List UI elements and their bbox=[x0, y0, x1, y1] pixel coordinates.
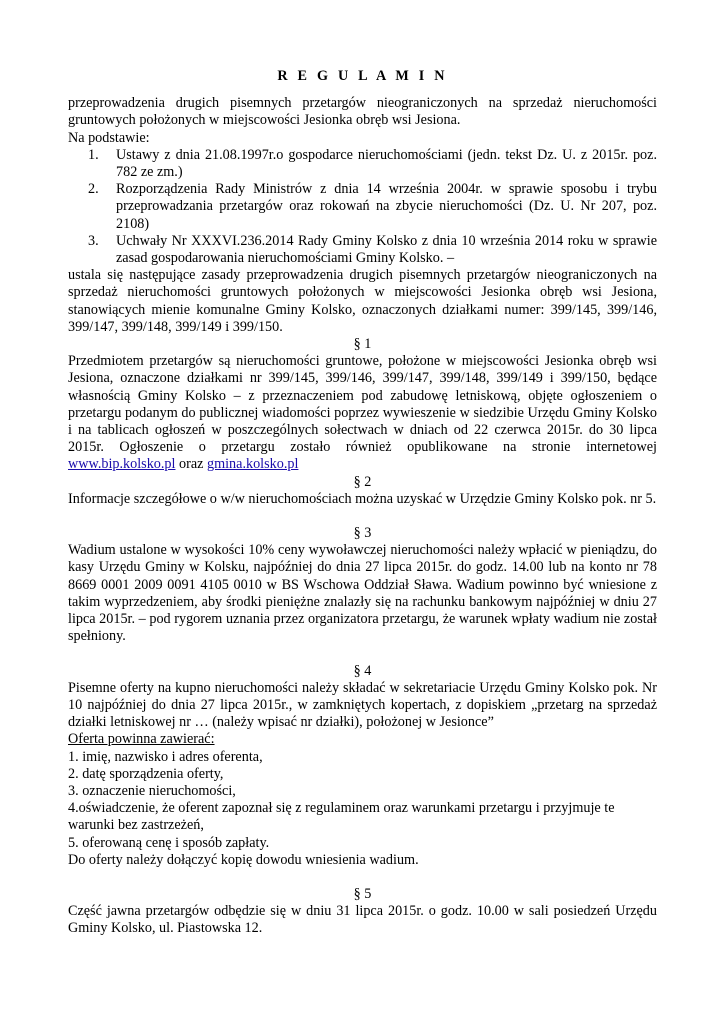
section-3-text: Wadium ustalone w wysokości 10% ceny wywoławczej nieruchomości należy wpłacić w pieniądzu, do kasy Urzędu Gminy w Kolsku, najpóźniej do dnia 27 lipca 2015r. do godz. 14.00 lub na konto nr 78 8669 0001 2009 0091 4105 0010 w BS Wschowa Oddział Sława. Wadium powinno być wniesione z takim wyprzedzeniem, aby środki pieniężne znalazły się na rachunku bankowym najpóźniej w dniu 27 lipca 2015r. – pod rygorem uznania przez organizatora przetargu, że warunek wpłaty wadium nie został spełniony. bbox=[68, 542, 657, 645]
spacer bbox=[68, 869, 657, 886]
legal-basis-text: Rozporządzenia Rady Ministrów z dnia 14 września 2004r. w sprawie sposobu i trybu przeprowadzania przetargów oraz rokowań na zbycie nieruchomości (Dz. U. Nr 207, poz. 2108) bbox=[116, 181, 657, 232]
bip-link[interactable]: www.bip.kolsko.pl bbox=[68, 456, 176, 473]
section-1-heading: § 1 bbox=[353, 336, 372, 353]
legal-basis-item bbox=[88, 181, 657, 233]
legal-basis-text: Ustawy z dnia 21.08.1997r.o gospodarce nieruchomościami (jedn. tekst Dz. U. z 2015r. poz. 782 ze zm.) bbox=[116, 146, 657, 181]
document-title: R E G U L A M I N bbox=[277, 68, 448, 84]
section-2-heading: § 2 bbox=[353, 473, 372, 490]
section-4-text: Pisemne oferty na kupno nieruchomości należy składać w sekretariacie Urzędu Gminy Kolsko pok. Nr 10 najpóźniej do dnia 27 lipca 2015r., w zamkniętych kopertach, z dopiskiem „przetarg na sprzedaż działki letniskowej nr … (należy wpisać nr działki), położonej w Jesionce” bbox=[68, 679, 657, 731]
document-page bbox=[68, 68, 657, 938]
offer-item: 3. oznaczenie nieruchomości, bbox=[68, 782, 236, 799]
legal-basis-number: 3. bbox=[88, 232, 99, 249]
section-5-text: Część jawna przetargów odbędzie się w dniu 31 lipca 2015r. o godz. 10.00 w sali posiedzeń Urzędu Gminy Kolsko, ul. Piastowska 12. bbox=[68, 903, 657, 937]
legal-basis-number: 1. bbox=[88, 146, 99, 163]
legal-basis-text: Uchwały Nr XXXVI.236.2014 Rady Gminy Kolsko z dnia 10 września 2014 roku w sprawie zasad gospodarowania nieruchomościami Gminy Kolsko. – bbox=[116, 232, 657, 267]
section-3-heading: § 3 bbox=[353, 525, 372, 542]
offer-item: 5. oferowaną cenę i sposób zapłaty. bbox=[68, 834, 270, 851]
section-1-body: Przedmiotem przetargów są nieruchomości gruntowe, położone w miejscowości Jesionka obręb wsi Jesiona, oznaczone działkami nr 399/145, 399/146, 399/147, 399/148, 399/149 i 399/150, będące własnością Gminy Kolsko – z przeznaczeniem pod zabudowę letniskową, objęte ogłoszeniem o przetargu podanym do publicznej wiadomości poprzez wywieszenie w siedzibie Urzędu Gminy Kolsko i na tablicach ogłoszeń w poszczególnych sołectwach w dniach od 22 czerwca 2015r. do 30 lipca 2015r. Ogłoszenie o przetargu zostało również opublikowane na stronie internetowej bbox=[68, 353, 657, 456]
legal-basis-number: 2. bbox=[88, 181, 99, 198]
spacer bbox=[68, 508, 657, 525]
section-2-text: Informacje szczegółowe o w/w nieruchomościach można uzyskać w Urzędzie Gminy Kolsko pok. nr 5. bbox=[68, 490, 657, 507]
link-conjunction: oraz bbox=[179, 456, 204, 473]
offer-item: 1. imię, nazwisko i adres oferenta, bbox=[68, 748, 263, 765]
establishes-paragraph: ustala się następujące zasady przeprowadzenia drugich pisemnych przetargów nieograniczonych na sprzedaż nieruchomości gruntowych położonych w miejscowości Jesionka obręb wsi Jesiona, stanowiących mienie komunalne Gminy Kolsko, oznaczonych działkami numer: 399/145, 399/146, 399/147, 399/148, 399/149 i 399/150. bbox=[68, 267, 657, 335]
section-4-heading: § 4 bbox=[353, 662, 372, 679]
section-5-heading: § 5 bbox=[353, 885, 372, 902]
legal-basis-item bbox=[88, 232, 657, 267]
legal-basis-item bbox=[88, 146, 657, 181]
legal-basis-list bbox=[68, 147, 657, 267]
basis-label: Na podstawie: bbox=[68, 129, 150, 146]
offer-item: 4.oświadczenie, że oferent zapoznał się z regulaminem oraz warunkami przetargu i przyjmuje te warunki bez zastrzeżeń, bbox=[68, 800, 615, 834]
gmina-link[interactable]: gmina.kolsko.pl bbox=[206, 456, 299, 473]
section-1-text bbox=[68, 353, 657, 473]
offer-closing: Do oferty należy dołączyć kopię dowodu wniesienia wadium. bbox=[68, 851, 419, 868]
intro-paragraph: przeprowadzenia drugich pisemnych przetargów nieograniczonych na sprzedaż nieruchomości gruntowych położonych w miejscowości Jesionka obręb wsi Jesiona. bbox=[68, 95, 657, 129]
spacer bbox=[68, 646, 657, 663]
offer-item: 2. datę sporządzenia oferty, bbox=[68, 765, 224, 782]
offer-label: Oferta powinna zawierać: bbox=[68, 731, 215, 748]
